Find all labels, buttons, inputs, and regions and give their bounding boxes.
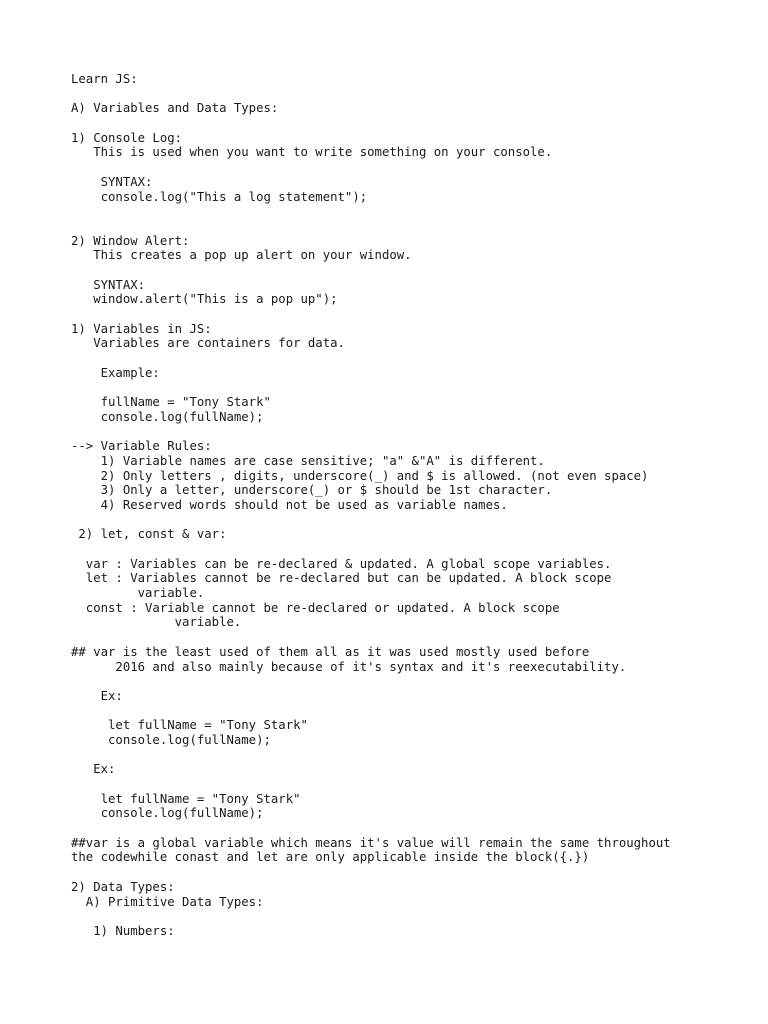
example-label: Ex:	[71, 688, 123, 703]
text-line: This is used when you want to write something on your console.	[71, 145, 553, 160]
blank-line	[71, 307, 751, 322]
text-line: variable.	[71, 586, 205, 601]
text-line: var : Variables can be re-declared & updated. A global scope variables.	[71, 556, 612, 571]
blank-line	[71, 219, 751, 234]
blank-line	[71, 160, 751, 175]
text-line: Variables are containers for data.	[71, 336, 345, 351]
subsection-heading: 1) Numbers:	[71, 923, 175, 938]
blank-line	[71, 380, 751, 395]
note-line: ##var is a global variable which means it's value will remain the same throughout	[71, 835, 671, 850]
blank-line	[71, 87, 751, 102]
subsection-heading: 2) let, const & var:	[71, 527, 227, 542]
blank-line	[71, 777, 751, 792]
code-line: console.log(fullName);	[71, 732, 271, 747]
blank-line	[71, 116, 751, 131]
blank-line	[71, 263, 751, 278]
text-line: variable.	[71, 615, 242, 630]
syntax-label: SYNTAX:	[71, 277, 146, 292]
blank-line	[71, 909, 751, 924]
rules-heading: --> Variable Rules:	[71, 439, 212, 454]
note-line: 2016 and also mainly because of it's syntax and it's reexecutability.	[71, 659, 627, 674]
blank-line	[71, 674, 751, 689]
blank-line	[71, 865, 751, 880]
example-label: Ex:	[71, 762, 116, 777]
subsection-heading: 2) Window Alert:	[71, 233, 190, 248]
subsection-heading: 1) Variables in JS:	[71, 321, 212, 336]
subsection-heading: 2) Data Types:	[71, 879, 175, 894]
document-body	[71, 72, 751, 939]
text-line: let : Variables cannot be re-declared but can be updated. A block scope	[71, 571, 612, 586]
blank-line	[71, 204, 751, 219]
blank-line	[71, 704, 751, 719]
subsection-heading: A) Primitive Data Types:	[71, 894, 264, 909]
blank-line	[71, 351, 751, 366]
rule-item: 3) Only a letter, underscore(_) or $ should be 1st character.	[71, 483, 553, 498]
code-line: console.log(fullName);	[71, 806, 264, 821]
blank-line	[71, 630, 751, 645]
code-line: console.log("This a log statement");	[71, 189, 368, 204]
note-line: ## var is the least used of them all as it was used mostly used before	[71, 644, 590, 659]
rule-item: 4) Reserved words should not be used as variable names.	[71, 497, 508, 512]
blank-line	[71, 821, 751, 836]
text-line: This creates a pop up alert on your window.	[71, 248, 412, 263]
rule-item: 1) Variable names are case sensitive; "a" &"A" is different.	[71, 453, 545, 468]
note-line: the codewhile conast and let are only applicable inside the block({.})	[71, 850, 590, 865]
code-line: console.log(fullName);	[71, 409, 264, 424]
blank-line	[71, 542, 751, 557]
syntax-label: SYNTAX:	[71, 174, 153, 189]
code-line: let fullName = "Tony Stark"	[71, 718, 308, 733]
code-line: fullName = "Tony Stark"	[71, 395, 271, 410]
doc-title: Learn JS:	[71, 72, 138, 86]
subsection-heading: 1) Console Log:	[71, 130, 183, 145]
blank-line	[71, 425, 751, 440]
rule-item: 2) Only letters , digits, underscore(_) and $ is allowed. (not even space)	[71, 468, 649, 483]
text-line: const : Variable cannot be re-declared or updated. A block scope	[71, 600, 560, 615]
blank-line	[71, 513, 751, 528]
section-heading: A) Variables and Data Types:	[71, 101, 279, 116]
example-label: Example:	[71, 365, 160, 380]
code-line: let fullName = "Tony Stark"	[71, 791, 301, 806]
blank-line	[71, 748, 751, 763]
code-line: window.alert("This is a pop up");	[71, 292, 338, 307]
